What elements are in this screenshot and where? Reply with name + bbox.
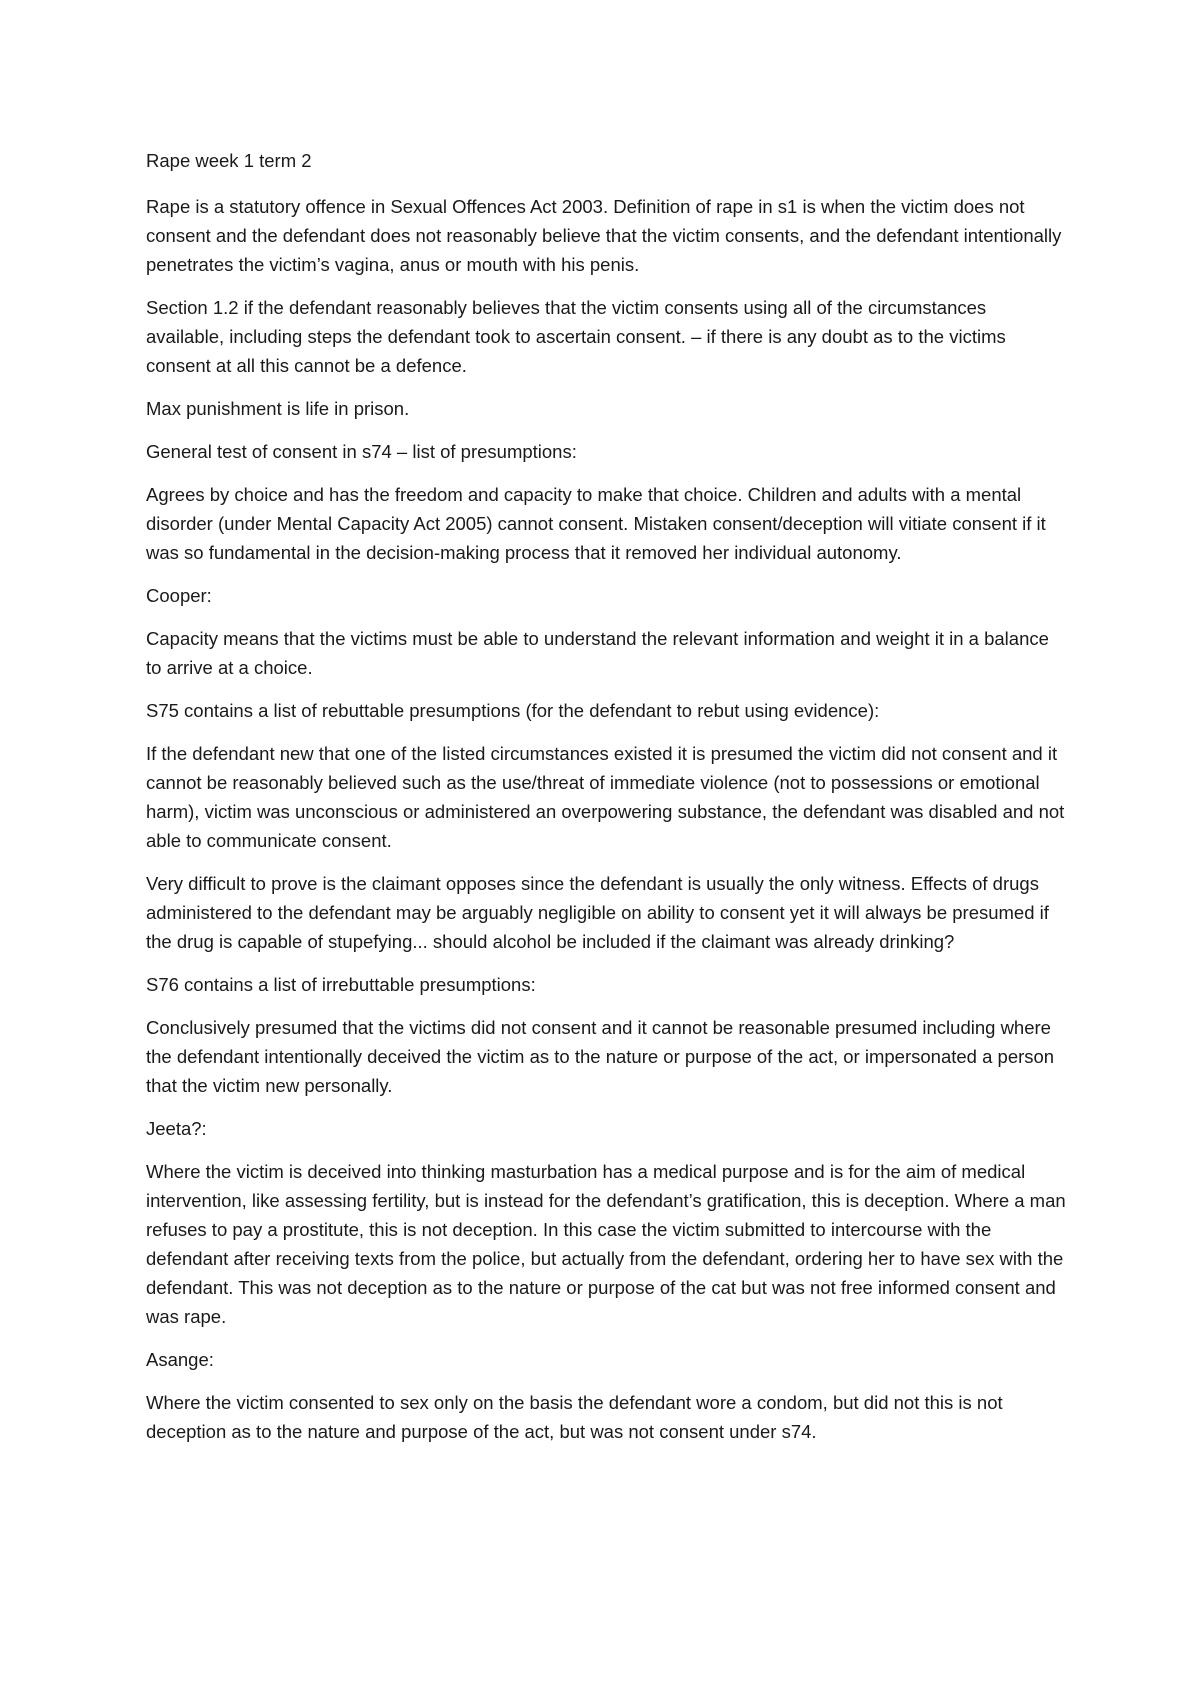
heading-s76: S76 contains a list of irrebuttable presumptions: bbox=[146, 974, 536, 995]
heading-s74: General test of consent in s74 – list of presumptions: bbox=[146, 441, 577, 462]
paragraph-rebuttable: If the defendant new that one of the listed circumstances existed it is presumed the victim did not consent and it cannot be reasonably believed such as the use/threat of immediate violence (not to possessions or emotional harm), victim was unconscious or administered an overpowering substance, the defendant was disabled and not able to communicate consent. bbox=[146, 743, 1065, 851]
paragraph-asange: Where the victim consented to sex only on the basis the defendant wore a condom, but did not this is not deception as to the nature and purpose of the act, but was not consent under s74. bbox=[146, 1392, 1003, 1442]
paragraph-section-1-2: Section 1.2 if the defendant reasonably believes that the victim consents using all of the circumstances available, including steps the defendant took to ascertain consent. – if there is any doubt as to the victims consent at all this cannot be a defence. bbox=[146, 297, 1006, 376]
document-title: Rape week 1 term 2 bbox=[146, 150, 312, 171]
paragraph-consent-choice: Agrees by choice and has the freedom and capacity to make that choice. Children and adults with a mental disorder (under Mental Capacity Act 2005) cannot consent. Mistaken consent/deception will vitiate consent if it was so fundamental in the decision-making process that it removed her individual autonomy. bbox=[146, 484, 1046, 563]
paragraph-definition: Rape is a statutory offence in Sexual Offences Act 2003. Definition of rape in s1 is when the victim does not consent and the defendant does not reasonably believe that the victim consents, and the defendant intentionally penetrates the victim’s vagina, anus or mouth with his penis. bbox=[146, 196, 1062, 275]
document-page bbox=[146, 146, 1066, 1460]
paragraph-difficulty: Very difficult to prove is the claimant opposes since the defendant is usually the only witness. Effects of drugs administered to the defendant may be arguably negligible on ability to consent yet it will always be presumed if the drug is capable of stupefying... should alcohol be included if the claimant was already drinking? bbox=[146, 873, 1049, 952]
heading-cooper: Cooper: bbox=[146, 585, 212, 606]
heading-asange: Asange: bbox=[146, 1349, 214, 1370]
paragraph-capacity: Capacity means that the victims must be able to understand the relevant information and weight it in a balance to arrive at a choice. bbox=[146, 628, 1049, 678]
heading-jeeta: Jeeta?: bbox=[146, 1118, 207, 1139]
paragraph-irrebuttable: Conclusively presumed that the victims did not consent and it cannot be reasonable presumed including where the defendant intentionally deceived the victim as to the nature or purpose of the act, or impersonated a person that the victim new personally. bbox=[146, 1017, 1055, 1096]
heading-s75: S75 contains a list of rebuttable presumptions (for the defendant to rebut using evidence): bbox=[146, 700, 880, 721]
paragraph-jeeta: Where the victim is deceived into thinking masturbation has a medical purpose and is for the aim of medical intervention, like assessing fertility, but is instead for the defendant’s gratification, this is deception. Where a man refuses to pay a prostitute, this is not deception. In this case the victim submitted to intercourse with the defendant after receiving texts from the police, but actually from the defendant, ordering her to have sex with the defendant. This was not deception as to the nature or purpose of the cat but was not free informed consent and was rape. bbox=[146, 1161, 1066, 1327]
paragraph-max-punishment: Max punishment is life in prison. bbox=[146, 398, 410, 419]
